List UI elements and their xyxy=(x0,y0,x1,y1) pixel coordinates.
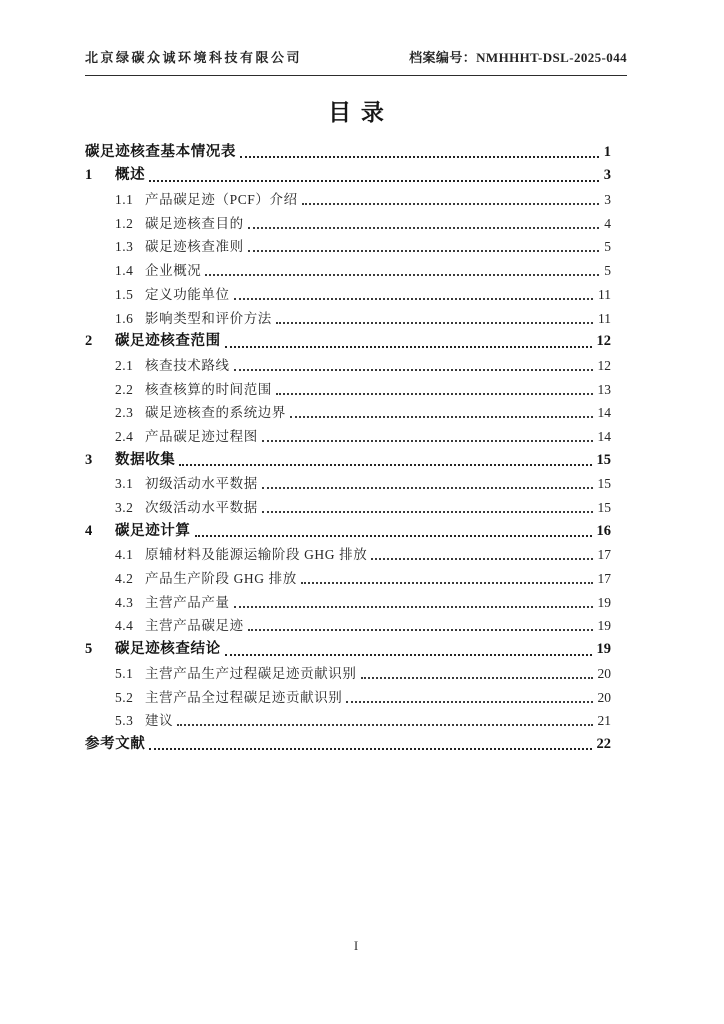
toc-leader-dots xyxy=(234,369,593,371)
toc-leader-dots xyxy=(262,440,593,442)
toc-entry-label: 核查核算的时间范围 xyxy=(145,381,272,397)
toc-leader-dots xyxy=(195,535,592,537)
toc-entry[interactable] xyxy=(85,563,611,587)
toc-entry-label: 原辅材料及能源运输阶段 GHG 排放 xyxy=(145,547,368,563)
toc-entry-label: 碳足迹核查结论 xyxy=(115,641,221,658)
toc-entry-page: 11 xyxy=(598,286,611,302)
toc-entry[interactable] xyxy=(85,374,611,398)
page-header xyxy=(85,47,627,76)
toc-leader-dots xyxy=(225,346,592,348)
toc-entry[interactable] xyxy=(85,421,611,445)
toc-entry-number: 2.2 xyxy=(115,381,134,397)
toc-entry-number: 1.4 xyxy=(115,263,134,279)
toc-entry[interactable] xyxy=(85,350,611,374)
toc-entry[interactable] xyxy=(85,445,611,469)
toc-entry-label: 碳足迹核查基本情况表 xyxy=(85,143,236,160)
toc-leader-dots xyxy=(262,511,593,513)
toc-entry-number: 2.4 xyxy=(115,428,134,444)
toc-entry[interactable] xyxy=(85,540,611,564)
toc-entry-label: 参考文献 xyxy=(85,735,146,752)
toc-entry-label: 建议 xyxy=(145,713,174,729)
toc-entry[interactable] xyxy=(85,587,611,611)
toc-leader-dots xyxy=(302,203,600,205)
toc-entry[interactable] xyxy=(85,729,611,753)
toc-entry-label: 碳足迹核查的系统边界 xyxy=(145,405,286,421)
toc-entry-page: 12 xyxy=(596,333,611,350)
toc-leader-dots xyxy=(205,274,599,276)
toc-entry-page: 14 xyxy=(597,405,611,421)
toc-entry-page: 19 xyxy=(596,641,611,658)
toc-list xyxy=(85,137,627,753)
toc-entry-number: 4 xyxy=(85,522,93,539)
toc-entry-page: 1 xyxy=(603,143,611,160)
toc-entry-label: 定义功能单位 xyxy=(145,286,230,302)
toc-entry-page: 19 xyxy=(597,618,611,634)
toc-entry-page: 5 xyxy=(604,263,611,279)
toc-leader-dots xyxy=(240,156,599,158)
toc-entry[interactable] xyxy=(85,279,611,303)
toc-entry-number: 4.4 xyxy=(115,618,134,634)
toc-entry-number: 4.3 xyxy=(115,594,134,610)
toc-entry-label: 产品碳足迹过程图 xyxy=(145,428,258,444)
toc-entry-page: 22 xyxy=(596,735,611,752)
toc-entry-label: 主营产品产量 xyxy=(145,594,230,610)
toc-entry-number: 5.2 xyxy=(115,689,134,705)
toc-leader-dots xyxy=(248,227,600,229)
toc-entry[interactable] xyxy=(85,137,611,161)
toc-entry[interactable] xyxy=(85,184,611,208)
toc-entry-number: 5.1 xyxy=(115,665,134,681)
toc-entry-page: 5 xyxy=(604,239,611,255)
file-number-value: NMHHHT-DSL-2025-044 xyxy=(476,50,627,65)
toc-entry-page: 3 xyxy=(604,192,611,208)
footer-page-number: I xyxy=(353,938,359,953)
toc-entry-label: 次级活动水平数据 xyxy=(145,500,258,515)
toc-entry-page: 17 xyxy=(597,571,611,587)
toc-entry[interactable] xyxy=(85,232,611,256)
toc-entry-label: 主营产品碳足迹 xyxy=(145,618,244,634)
toc-entry-page: 15 xyxy=(597,476,611,492)
toc-leader-dots xyxy=(301,582,593,584)
toc-entry-label: 产品碳足迹（PCF）介绍 xyxy=(145,192,298,208)
toc-entry[interactable] xyxy=(85,327,611,351)
toc-entry[interactable] xyxy=(85,658,611,682)
toc-leader-dots xyxy=(361,677,593,679)
toc-leader-dots xyxy=(149,180,599,182)
toc-entry[interactable] xyxy=(85,208,611,232)
toc-leader-dots xyxy=(290,416,593,418)
toc-entry-number: 1.1 xyxy=(115,192,134,208)
toc-leader-dots xyxy=(371,558,592,560)
toc-leader-dots xyxy=(276,322,593,324)
toc-entry-number: 3.1 xyxy=(115,476,134,492)
toc-entry[interactable] xyxy=(85,398,611,422)
toc-entry-number: 3.2 xyxy=(115,500,134,515)
toc-leader-dots xyxy=(234,298,593,300)
toc-entry-number: 1.6 xyxy=(115,310,134,326)
toc-entry[interactable] xyxy=(85,611,611,635)
toc-leader-dots xyxy=(179,464,591,466)
toc-entry[interactable] xyxy=(85,634,611,658)
toc-entry[interactable] xyxy=(85,706,611,730)
toc-title: 目录 xyxy=(328,100,394,125)
toc-entry-label: 主营产品生产过程碳足迹贡献识别 xyxy=(145,665,357,681)
toc-entry-page: 17 xyxy=(597,547,611,563)
toc-leader-dots xyxy=(346,701,592,703)
toc-entry-label: 产品生产阶段 GHG 排放 xyxy=(145,571,297,587)
toc-entry-number: 3 xyxy=(85,451,93,468)
toc-entry-label: 影响类型和评价方法 xyxy=(145,310,272,326)
page-footer xyxy=(85,938,627,954)
toc-leader-dots xyxy=(248,629,593,631)
toc-entry-number: 4.1 xyxy=(115,547,134,563)
toc-leader-dots xyxy=(225,654,592,656)
toc-entry-label: 核查技术路线 xyxy=(145,357,230,373)
toc-entry-page: 11 xyxy=(598,310,611,326)
toc-leader-dots xyxy=(276,393,593,395)
toc-entry-page: 21 xyxy=(597,713,611,729)
toc-entry-page: 15 xyxy=(596,451,611,468)
toc-entry[interactable] xyxy=(85,161,611,185)
toc-leader-dots xyxy=(177,724,592,726)
toc-entry[interactable] xyxy=(85,255,611,279)
toc-leader-dots xyxy=(149,748,591,750)
file-number-label: 档案编号： xyxy=(409,50,477,65)
toc-entry-page: 19 xyxy=(597,594,611,610)
toc-entry-label: 碳足迹核查准则 xyxy=(145,239,244,255)
toc-leader-dots xyxy=(248,250,600,252)
toc-entry-label: 初级活动水平数据 xyxy=(145,476,258,492)
toc-entry[interactable] xyxy=(85,303,611,327)
toc-entry-number: 1.2 xyxy=(115,215,134,231)
toc-entry-label: 碳足迹计算 xyxy=(115,522,191,539)
toc-entry-page: 14 xyxy=(597,428,611,444)
toc-entry-page: 13 xyxy=(597,381,611,397)
toc-entry[interactable] xyxy=(85,469,611,493)
toc-entry-number: 5.3 xyxy=(115,713,134,729)
header-company-name: 北京绿碳众诚环境科技有限公司 xyxy=(85,50,303,65)
toc-entry-label: 企业概况 xyxy=(145,263,202,279)
toc-entry-page: 3 xyxy=(603,167,611,184)
toc-entry-label: 碳足迹核查目的 xyxy=(145,215,244,231)
toc-entry-number: 1.5 xyxy=(115,286,134,302)
toc-entry[interactable] xyxy=(85,682,611,706)
toc-leader-dots xyxy=(262,487,593,489)
toc-entry-page: 20 xyxy=(597,665,611,681)
toc-entry-number: 2 xyxy=(85,333,93,350)
toc-entry-label: 碳足迹核查范围 xyxy=(115,333,221,350)
toc-entry-number: 4.2 xyxy=(115,571,134,587)
header-file-number xyxy=(409,47,627,66)
toc-entry-number: 2.3 xyxy=(115,405,134,421)
toc-entry-label: 概述 xyxy=(115,167,146,184)
toc-leader-dots xyxy=(234,606,593,608)
toc-entry-page: 20 xyxy=(597,689,611,705)
toc-entry-page: 12 xyxy=(597,357,611,373)
toc-entry[interactable] xyxy=(85,516,611,540)
toc-entry-number: 2.1 xyxy=(115,357,134,373)
toc-entry-page: 15 xyxy=(597,500,611,515)
toc-entry[interactable] xyxy=(85,492,611,516)
toc-entry-number: 1.3 xyxy=(115,239,134,255)
toc-entry-page: 4 xyxy=(604,215,611,231)
toc-entry-label: 主营产品全过程碳足迹贡献识别 xyxy=(145,689,343,705)
toc-entry-page: 16 xyxy=(596,522,611,539)
toc-entry-number: 5 xyxy=(85,641,93,658)
toc-entry-number: 1 xyxy=(85,167,93,184)
toc-entry-label: 数据收集 xyxy=(115,451,176,468)
